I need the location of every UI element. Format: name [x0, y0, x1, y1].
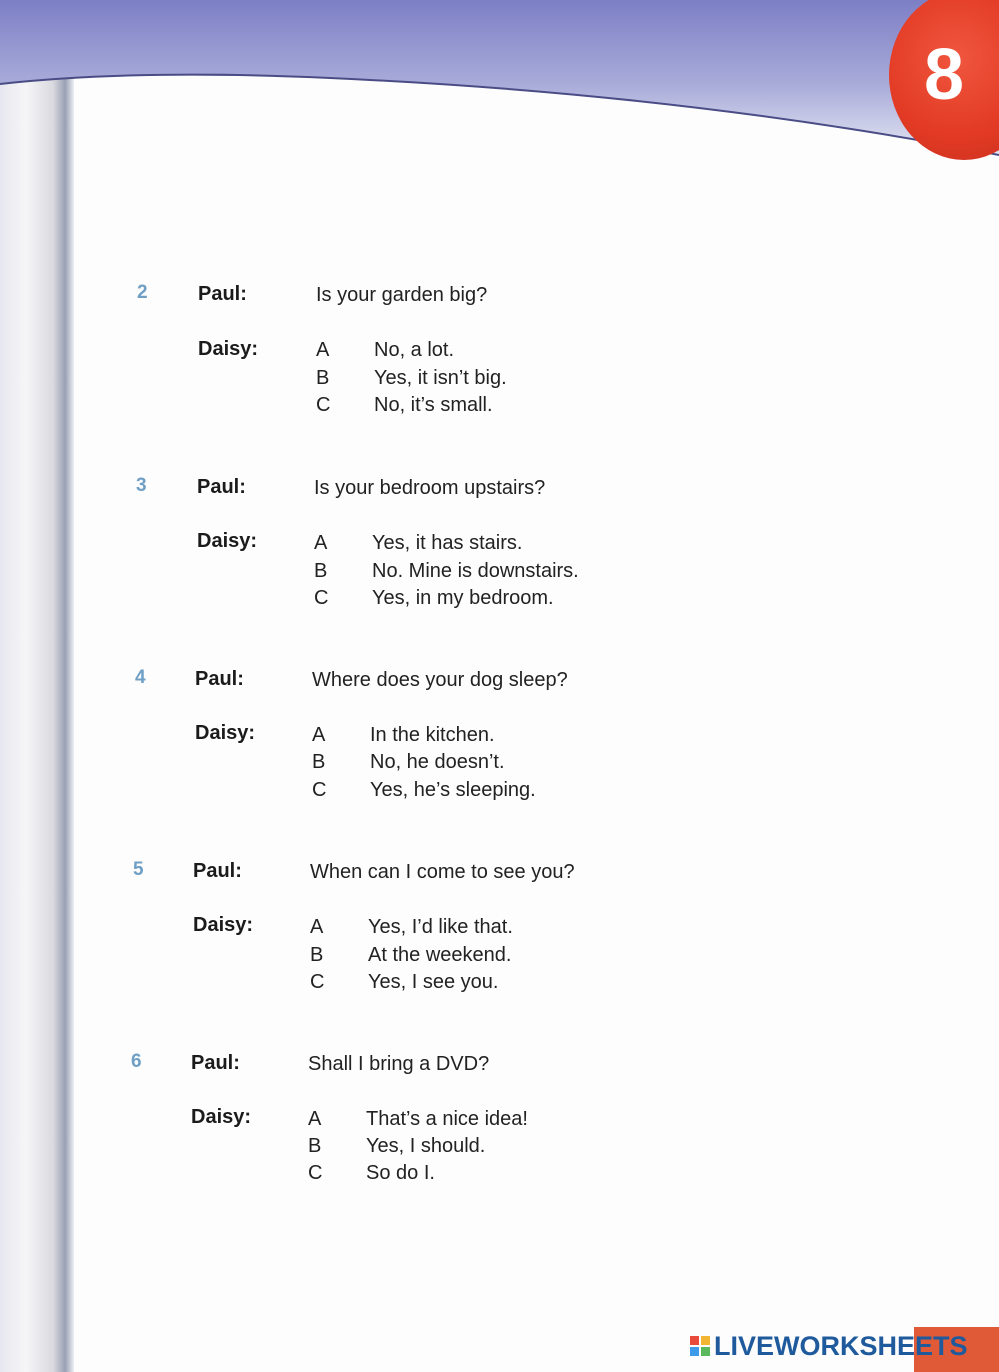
- option-text: No, it’s small.: [374, 394, 493, 416]
- question-number: 4: [135, 667, 146, 688]
- option-letter: A: [316, 339, 330, 361]
- option-letter: C: [312, 779, 327, 801]
- liveworksheets-watermark: [690, 1330, 968, 1362]
- speaker-daisy: Daisy:: [198, 338, 259, 360]
- book-spine-shadow: [0, 0, 74, 1372]
- chapter-number: 8: [923, 35, 965, 115]
- option-text: So do I.: [366, 1162, 435, 1184]
- option-letter: B: [310, 944, 324, 966]
- option-letter: C: [316, 394, 331, 416]
- option-letter: A: [310, 916, 324, 938]
- question-text: Is your garden big?: [316, 284, 488, 306]
- question-text: Where does your dog sleep?: [312, 669, 568, 691]
- question-text: Is your bedroom upstairs?: [314, 477, 546, 499]
- option-letter: C: [310, 971, 325, 993]
- option-letter: A: [312, 724, 326, 746]
- speaker-paul: Paul:: [198, 283, 247, 305]
- option-letter: C: [308, 1162, 323, 1184]
- speaker-daisy: Daisy:: [191, 1106, 252, 1128]
- option-text: Yes, it isn’t big.: [374, 367, 507, 389]
- option-letter: B: [308, 1135, 322, 1157]
- option-text: No. Mine is downstairs.: [372, 560, 579, 582]
- question-text: Shall I bring a DVD?: [308, 1053, 490, 1075]
- speaker-paul: Paul:: [193, 860, 242, 882]
- option-text: At the weekend.: [368, 944, 512, 966]
- option-letter: A: [314, 532, 328, 554]
- speaker-daisy: Daisy:: [195, 722, 256, 744]
- question-number: 6: [131, 1051, 142, 1072]
- watermark-text: LIVEWORKSHEETS: [714, 1330, 968, 1361]
- question-number: 2: [137, 282, 148, 303]
- question-text: When can I come to see you?: [310, 861, 575, 883]
- liveworksheets-logo-icon: [690, 1336, 710, 1356]
- option-text: No, he doesn’t.: [370, 751, 505, 773]
- option-text: Yes, in my bedroom.: [372, 587, 554, 609]
- option-text: Yes, I should.: [366, 1135, 486, 1157]
- option-text: Yes, I’d like that.: [368, 916, 513, 938]
- option-text: Yes, it has stairs.: [372, 532, 523, 554]
- header-band: [0, 0, 999, 160]
- option-text: Yes, I see you.: [368, 971, 499, 993]
- option-letter: B: [316, 367, 330, 389]
- option-letter: C: [314, 587, 329, 609]
- question-number: 5: [133, 859, 144, 880]
- option-text: That’s a nice idea!: [366, 1108, 528, 1130]
- speaker-paul: Paul:: [191, 1052, 240, 1074]
- option-text: In the kitchen.: [370, 724, 495, 746]
- speaker-paul: Paul:: [197, 476, 246, 498]
- option-letter: B: [314, 560, 328, 582]
- speaker-paul: Paul:: [195, 668, 244, 690]
- speaker-daisy: Daisy:: [197, 530, 258, 552]
- option-letter: B: [312, 751, 326, 773]
- option-letter: A: [308, 1108, 322, 1130]
- question-number: 3: [136, 475, 147, 496]
- option-text: No, a lot.: [374, 339, 455, 361]
- option-text: Yes, he’s sleeping.: [370, 779, 536, 801]
- speaker-daisy: Daisy:: [193, 914, 254, 936]
